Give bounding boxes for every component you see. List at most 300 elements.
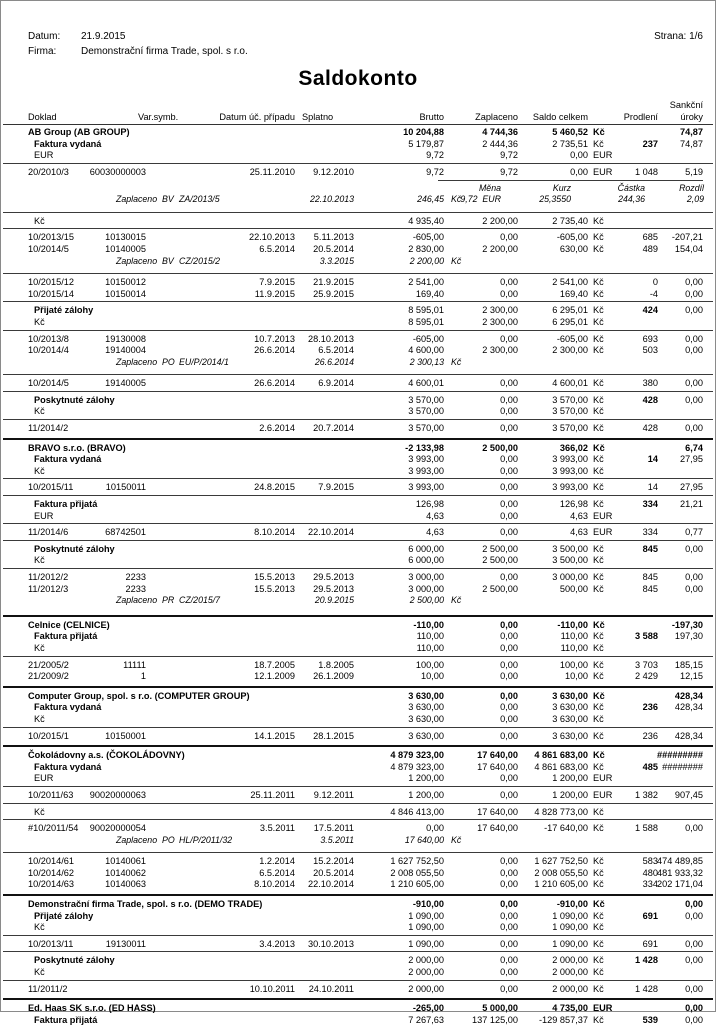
spacer xyxy=(1,607,715,612)
saldo-currency: Kč xyxy=(593,856,604,867)
date-value: 21.9.2015 xyxy=(81,31,126,42)
zaplaceno-value: 0,00 xyxy=(500,378,518,389)
sankcni-value: 0,00 xyxy=(685,333,703,344)
doklad-number: 10/2014/63 xyxy=(28,879,74,890)
doc-type-label: Faktura vydaná xyxy=(34,138,102,149)
prodleni-value: 424 xyxy=(642,305,658,316)
payment-detail-row xyxy=(1,835,715,847)
currency-label: Kč xyxy=(34,642,45,653)
brutto-value: -605,00 xyxy=(412,333,444,344)
separator-line xyxy=(3,273,713,274)
page-label: Strana: xyxy=(654,31,687,42)
partner-name: BRAVO s.r.o. (BRAVO) xyxy=(28,442,126,453)
saldo-value: 3 630,00 xyxy=(552,730,588,741)
zaplaceno-value: 0,00 xyxy=(500,619,518,630)
payment-currency: Kč xyxy=(451,356,462,367)
document-row xyxy=(1,879,715,891)
datum-uc-pripadu: 1.2.2014 xyxy=(259,856,295,867)
var-symbol: 2233 xyxy=(125,583,146,594)
splatno-date: 29.5.2013 xyxy=(313,583,354,594)
doctype-summary-row xyxy=(1,911,715,923)
sankcni-value: 197,30 xyxy=(674,631,703,642)
datum-uc-pripadu: 24.8.2015 xyxy=(254,482,295,493)
saldo-value: -605,00 xyxy=(556,333,588,344)
currency-summary-row xyxy=(1,511,715,523)
prodleni-value: 334 xyxy=(642,879,658,890)
document-row xyxy=(1,334,715,346)
datum-uc-pripadu: 15.5.2013 xyxy=(254,583,295,594)
payment-label: Zaplaceno BV xyxy=(116,255,174,266)
separator-line xyxy=(3,819,713,820)
partner-name: Demonstrační firma Trade, spol. s r.o. (DEMO TRADE) xyxy=(28,899,263,910)
sankcni-value: 0,00 xyxy=(685,305,703,316)
sankcni-value: 0,00 xyxy=(685,572,703,582)
saldo-value: -110,00 xyxy=(557,619,588,630)
sankcni-value: ######### xyxy=(657,750,703,761)
brutto-value: 0,00 xyxy=(426,823,444,834)
payment-doc-number: HL/P/2011/32 xyxy=(179,834,233,845)
zaplaceno-value: 0,00 xyxy=(500,642,518,653)
saldo-currency: Kč xyxy=(593,702,604,713)
sankcni-value: 907,45 xyxy=(674,789,703,800)
doc-type-label: Faktura přijatá xyxy=(34,631,98,642)
payment-detail-row xyxy=(1,194,715,206)
prodleni-value: 380 xyxy=(642,378,658,389)
brutto-value: 4,63 xyxy=(426,527,444,538)
saldo-currency: Kč xyxy=(593,938,604,949)
brutto-value: 9,72 xyxy=(426,150,444,161)
zaplaceno-value: 0,00 xyxy=(500,406,518,417)
document-row xyxy=(1,232,715,244)
date-label: Datum: xyxy=(28,31,61,42)
doklad-number: 11/2014/2 xyxy=(28,423,69,434)
brutto-value: 4 846 413,00 xyxy=(390,806,444,817)
brutto-value: 3 993,00 xyxy=(408,454,444,465)
document-row xyxy=(1,345,715,357)
saldo-currency: Kč xyxy=(593,305,604,316)
saldo-value: 2 000,00 xyxy=(552,983,588,994)
sankcni-value: 428,34 xyxy=(674,690,703,701)
payment-amount: 2 200,00 xyxy=(409,255,444,266)
document-row xyxy=(1,378,715,390)
partner-name: Čokoládovny a.s. (ČOKOLÁDOVNY) xyxy=(28,750,185,761)
sankcni-value: 5,19 xyxy=(685,166,703,177)
zaplaceno-value: 0,00 xyxy=(500,983,518,994)
payment-date: 26.6.2014 xyxy=(314,356,354,367)
group-separator-line xyxy=(3,998,713,1000)
saldo-value: 1 090,00 xyxy=(552,938,588,949)
var-symbol: 19140005 xyxy=(105,378,146,389)
saldo-currency: Kč xyxy=(593,879,604,890)
separator-line xyxy=(3,419,713,420)
prodleni-value: 685 xyxy=(642,232,658,243)
datum-uc-pripadu: 6.5.2014 xyxy=(259,867,295,878)
var-symbol: 2233 xyxy=(125,572,146,582)
sankcni-value: 0,00 xyxy=(685,899,703,910)
saldo-value: 3 993,00 xyxy=(552,465,588,476)
datum-uc-pripadu: 8.10.2014 xyxy=(254,527,295,538)
saldo-currency: Kč xyxy=(593,316,604,327)
prodleni-value: 237 xyxy=(642,138,658,149)
saldo-currency: Kč xyxy=(593,215,604,226)
saldo-currency: EUR xyxy=(593,789,613,800)
doctype-summary-row xyxy=(1,702,715,714)
var-symbol: 10150001 xyxy=(105,730,146,741)
table-header xyxy=(1,100,715,123)
prodleni-value: 485 xyxy=(642,761,658,772)
saldo-value: 1 210 605,00 xyxy=(534,879,588,890)
brutto-value: 6 000,00 xyxy=(408,543,444,554)
brutto-value: 3 630,00 xyxy=(408,690,444,701)
currency-summary-row xyxy=(1,406,715,418)
doc-type-label: Faktura přijatá xyxy=(34,499,98,510)
splatno-date: 26.1.2009 xyxy=(313,671,354,682)
zaplaceno-value: 0,00 xyxy=(500,730,518,741)
prodleni-value: 691 xyxy=(642,910,658,921)
datum-uc-pripadu: 22.10.2013 xyxy=(249,232,295,243)
datum-uc-pripadu: 7.9.2015 xyxy=(259,277,295,288)
doctype-summary-row xyxy=(1,305,715,317)
sankcni-value: 74,87 xyxy=(680,138,703,149)
saldo-currency: Kč xyxy=(593,1014,604,1025)
doklad-number: 21/2005/2 xyxy=(28,659,69,670)
col-zaplaceno: Zaplaceno xyxy=(475,111,518,122)
saldo-value: 366,02 xyxy=(559,442,588,453)
partner-name: Computer Group, spol. s r.o. (COMPUTER GROUP) xyxy=(28,690,250,701)
zaplaceno-value: 17 640,00 xyxy=(477,761,518,772)
saldo-value: 2 000,00 xyxy=(552,967,588,978)
doctype-summary-row xyxy=(1,762,715,774)
currency-summary-row xyxy=(1,807,715,819)
prodleni-value: 2 429 xyxy=(635,671,658,682)
var-symbol: 10130015 xyxy=(105,232,146,243)
doctype-summary-row xyxy=(1,544,715,556)
prodleni-value: 503 xyxy=(642,345,658,356)
payment-label: Zaplaceno PR xyxy=(116,595,175,606)
fx-col-rozdil: Rozdíl xyxy=(679,182,704,193)
saldo-value: 1 090,00 xyxy=(552,922,588,933)
doklad-number: 10/2011/63 xyxy=(28,789,74,800)
separator-line xyxy=(3,786,713,787)
currency-label: EUR xyxy=(34,510,54,521)
splatno-date: 21.9.2015 xyxy=(313,277,354,288)
zaplaceno-value: 0,00 xyxy=(500,955,518,966)
payment-doc-number: CZ/2015/2 xyxy=(179,255,221,266)
payment-currency: Kč xyxy=(451,834,462,845)
currency-summary-row xyxy=(1,773,715,785)
sankcni-value: 0,00 xyxy=(685,288,703,299)
document-row xyxy=(1,660,715,672)
document-row xyxy=(1,731,715,743)
sankcni-value: -207,21 xyxy=(671,232,703,243)
zaplaceno-value: 0,00 xyxy=(500,527,518,538)
brutto-value: 2 830,00 xyxy=(408,243,444,254)
col-splatno: Splatno xyxy=(302,111,334,122)
splatno-date: 15.2.2014 xyxy=(313,856,354,867)
sankcni-value: 6,74 xyxy=(685,442,703,453)
document-row xyxy=(1,167,715,179)
brutto-value: 8 595,01 xyxy=(408,316,444,327)
currency-summary-row xyxy=(1,150,715,162)
zaplaceno-value: 0,00 xyxy=(500,499,518,510)
saldo-value: -605,00 xyxy=(556,232,588,243)
brutto-value: 3 000,00 xyxy=(408,572,444,582)
group-separator-line xyxy=(3,615,713,617)
prodleni-value: -4 xyxy=(649,288,658,299)
fx-amount: 9,72 EUR xyxy=(460,194,501,205)
currency-summary-row xyxy=(1,967,715,979)
doctype-summary-row xyxy=(1,395,715,407)
currency-label: Kč xyxy=(34,967,45,978)
saldo-currency: Kč xyxy=(593,659,604,670)
separator-line xyxy=(3,212,713,213)
brutto-value: 126,98 xyxy=(415,499,444,510)
partner-summary-row xyxy=(1,899,715,911)
saldo-value: 126,98 xyxy=(559,499,588,510)
var-symbol: 10140062 xyxy=(105,867,146,878)
group-separator-line xyxy=(3,894,713,896)
doklad-number: 10/2015/12 xyxy=(28,277,74,288)
zaplaceno-value: 0,00 xyxy=(500,333,518,344)
saldo-currency: Kč xyxy=(593,922,604,933)
sankcni-value: 0,00 xyxy=(685,423,703,434)
prodleni-value: 0 xyxy=(652,277,658,288)
zaplaceno-value: 0,00 xyxy=(500,910,518,921)
splatno-date: 6.5.2014 xyxy=(318,345,354,356)
doklad-number: 10/2015/1 xyxy=(28,730,69,741)
doc-type-label: Faktura vydaná xyxy=(34,454,102,465)
doctype-summary-row xyxy=(1,955,715,967)
splatno-date: 5.11.2013 xyxy=(313,232,354,243)
splatno-date: 25.9.2015 xyxy=(313,288,354,299)
payment-doc-number: CZ/2015/7 xyxy=(179,595,221,606)
document-row xyxy=(1,289,715,301)
zaplaceno-value: 0,00 xyxy=(500,631,518,642)
brutto-value: 2 008 055,50 xyxy=(390,867,444,878)
separator-line xyxy=(3,568,713,569)
sankcni-value: 0,00 xyxy=(685,277,703,288)
brutto-value: 10 204,88 xyxy=(403,127,444,138)
currency-label: Kč xyxy=(34,922,45,933)
brutto-value: -265,00 xyxy=(412,1003,444,1014)
saldo-value: 3 570,00 xyxy=(552,406,588,417)
brutto-value: 4 879 323,00 xyxy=(390,750,444,761)
sankcni-value: 0,00 xyxy=(685,983,703,994)
report-rows xyxy=(1,127,715,1026)
zaplaceno-value: 0,00 xyxy=(500,713,518,724)
saldo-currency: Kč xyxy=(593,690,605,701)
brutto-value: 3 570,00 xyxy=(408,394,444,405)
zaplaceno-value: 9,72 xyxy=(500,150,518,161)
brutto-value: -605,00 xyxy=(412,232,444,243)
currency-label: Kč xyxy=(34,806,45,817)
saldo-value: -129 857,37 xyxy=(538,1014,588,1025)
brutto-value: 3 630,00 xyxy=(408,713,444,724)
col-datum: Datum úč. případu xyxy=(219,111,295,122)
page-value: 1/6 xyxy=(689,31,703,42)
doklad-number: 10/2013/11 xyxy=(28,938,74,949)
doklad-number: 10/2014/5 xyxy=(28,378,69,389)
sankcni-value: 12,15 xyxy=(680,671,703,682)
saldo-currency: Kč xyxy=(593,127,605,138)
sankcni-value: 0,00 xyxy=(685,1014,703,1025)
saldo-currency: EUR xyxy=(593,1003,613,1014)
doklad-number: 11/2014/6 xyxy=(28,527,69,538)
splatno-date: 9.12.2011 xyxy=(313,789,354,800)
splatno-date: 28.10.2013 xyxy=(308,333,354,344)
var-symbol: 10150011 xyxy=(105,482,146,493)
meta-row-firm xyxy=(1,44,715,59)
prodleni-value: 583 xyxy=(642,856,658,867)
saldo-currency: Kč xyxy=(593,454,604,465)
saldo-currency: Kč xyxy=(593,713,604,724)
brutto-value: 1 090,00 xyxy=(408,938,444,949)
brutto-value: 2 541,00 xyxy=(408,277,444,288)
saldo-currency: Kč xyxy=(593,442,605,453)
currency-label: Kč xyxy=(34,555,45,566)
var-symbol: 10140005 xyxy=(105,243,146,254)
sankcni-value: 27,95 xyxy=(680,482,703,493)
zaplaceno-value: 2 200,00 xyxy=(482,243,518,254)
saldo-value: 500,00 xyxy=(559,583,588,594)
saldo-value: 1 200,00 xyxy=(552,789,588,800)
sankcni-value: 0,00 xyxy=(685,583,703,594)
document-row xyxy=(1,572,715,584)
splatno-date: 20.5.2014 xyxy=(313,867,354,878)
sankcni-value: 0,00 xyxy=(685,543,703,554)
saldo-value: 3 630,00 xyxy=(552,690,588,701)
separator-line xyxy=(3,951,713,952)
brutto-value: 9,72 xyxy=(426,166,444,177)
splatno-date: 9.12.2010 xyxy=(313,166,354,177)
brutto-value: 4 600,00 xyxy=(408,345,444,356)
var-symbol: 19130008 xyxy=(105,333,146,344)
saldo-value: 4 600,01 xyxy=(552,378,588,389)
doc-type-label: Přijaté zálohy xyxy=(34,910,94,921)
sankcni-value: 202 171,04 xyxy=(657,879,703,890)
currency-summary-row xyxy=(1,555,715,567)
meta-row-date xyxy=(1,29,715,44)
saldo-currency: Kč xyxy=(593,406,604,417)
payment-amount: 246,45 xyxy=(417,194,444,205)
saldo-currency: Kč xyxy=(593,750,605,761)
sankcni-value: 74,87 xyxy=(680,127,703,138)
saldo-value: 4 828 773,00 xyxy=(534,806,588,817)
saldo-value: 1 627 752,50 xyxy=(534,856,588,867)
payment-detail-row xyxy=(1,595,715,607)
saldo-currency: Kč xyxy=(593,761,604,772)
prodleni-value: 3 703 xyxy=(635,659,658,670)
saldo-value: 3 570,00 xyxy=(552,423,588,434)
zaplaceno-value: 0,00 xyxy=(500,232,518,243)
saldo-value: 10,00 xyxy=(565,671,588,682)
datum-uc-pripadu: 6.5.2014 xyxy=(259,243,295,254)
saldo-currency: Kč xyxy=(593,277,604,288)
zaplaceno-value: 0,00 xyxy=(500,572,518,582)
partner-summary-row xyxy=(1,1003,715,1015)
partner-name: Celnice (CELNICE) xyxy=(28,619,110,630)
saldo-value: 4,63 xyxy=(570,510,588,521)
payment-date: 20.9.2015 xyxy=(314,595,354,606)
saldo-currency: Kč xyxy=(593,555,604,566)
prodleni-value: 691 xyxy=(642,938,658,949)
brutto-value: 8 595,01 xyxy=(408,305,444,316)
zaplaceno-value: 0,00 xyxy=(500,879,518,890)
zaplaceno-value: 2 444,36 xyxy=(482,138,518,149)
zaplaceno-value: 2 500,00 xyxy=(482,555,518,566)
prodleni-value: 539 xyxy=(642,1014,658,1025)
prodleni-value: 236 xyxy=(642,730,658,741)
saldo-value: 2 008 055,50 xyxy=(534,867,588,878)
saldo-currency: EUR xyxy=(593,166,613,177)
splatno-date: 30.10.2013 xyxy=(308,938,354,949)
saldo-value: 4 861 683,00 xyxy=(534,761,588,772)
separator-line xyxy=(3,803,713,804)
document-row xyxy=(1,939,715,951)
spacer xyxy=(1,846,715,851)
brutto-value: 5 179,87 xyxy=(408,138,444,149)
prodleni-value: 3 588 xyxy=(635,631,658,642)
saldo-currency: Kč xyxy=(593,899,605,910)
report-title: Saldokonto xyxy=(298,67,418,90)
document-row xyxy=(1,790,715,802)
saldo-value: 100,00 xyxy=(559,659,588,670)
payment-amount: 17 640,00 xyxy=(404,834,444,845)
saldo-currency: Kč xyxy=(593,482,604,493)
var-symbol: 90020000054 xyxy=(89,823,146,834)
document-row xyxy=(1,482,715,494)
zaplaceno-value: 0,00 xyxy=(500,922,518,933)
prodleni-value: 1 428 xyxy=(635,955,658,966)
zaplaceno-value: 9,72 xyxy=(500,166,518,177)
currency-label: Kč xyxy=(34,316,45,327)
brutto-value: -110,00 xyxy=(413,619,444,630)
saldo-currency: Kč xyxy=(593,394,604,405)
saldo-currency: Kč xyxy=(593,345,604,356)
splatno-date: 20.7.2014 xyxy=(313,423,354,434)
zaplaceno-value: 17 640,00 xyxy=(477,806,518,817)
saldo-value: 2 300,00 xyxy=(552,345,588,356)
saldo-currency: Kč xyxy=(593,955,604,966)
separator-line xyxy=(3,301,713,302)
document-row xyxy=(1,244,715,256)
sankcni-value: ######## xyxy=(662,761,703,772)
var-symbol: 10150012 xyxy=(105,277,146,288)
saldo-value: 2 735,40 xyxy=(552,215,588,226)
saldo-value: 3 993,00 xyxy=(552,482,588,493)
splatno-date: 6.9.2014 xyxy=(318,378,354,389)
saldo-value: 1 090,00 xyxy=(552,910,588,921)
datum-uc-pripadu: 10.10.2011 xyxy=(249,983,295,994)
payment-date: 3.5.2011 xyxy=(320,834,354,845)
col-saldo: Saldo celkem xyxy=(532,111,588,122)
doklad-number: 10/2015/14 xyxy=(28,288,74,299)
saldo-value: 110,00 xyxy=(560,631,588,642)
var-symbol: 11111 xyxy=(123,659,146,670)
firm-value: Demonstrační firma Trade, spol. s r.o. xyxy=(81,46,248,57)
fx-converted: 244,36 xyxy=(618,194,645,205)
brutto-value: 4 879 323,00 xyxy=(390,761,444,772)
saldo-currency: EUR xyxy=(593,773,613,784)
sankcni-value: 0,00 xyxy=(685,1003,703,1014)
zaplaceno-value: 0,00 xyxy=(500,899,518,910)
prodleni-value: 236 xyxy=(642,702,658,713)
doklad-number: #10/2011/54 xyxy=(28,823,79,834)
zaplaceno-value: 0,00 xyxy=(500,288,518,299)
saldo-currency: Kč xyxy=(593,499,604,510)
separator-line xyxy=(3,980,713,981)
datum-uc-pripadu: 15.5.2013 xyxy=(254,572,295,582)
